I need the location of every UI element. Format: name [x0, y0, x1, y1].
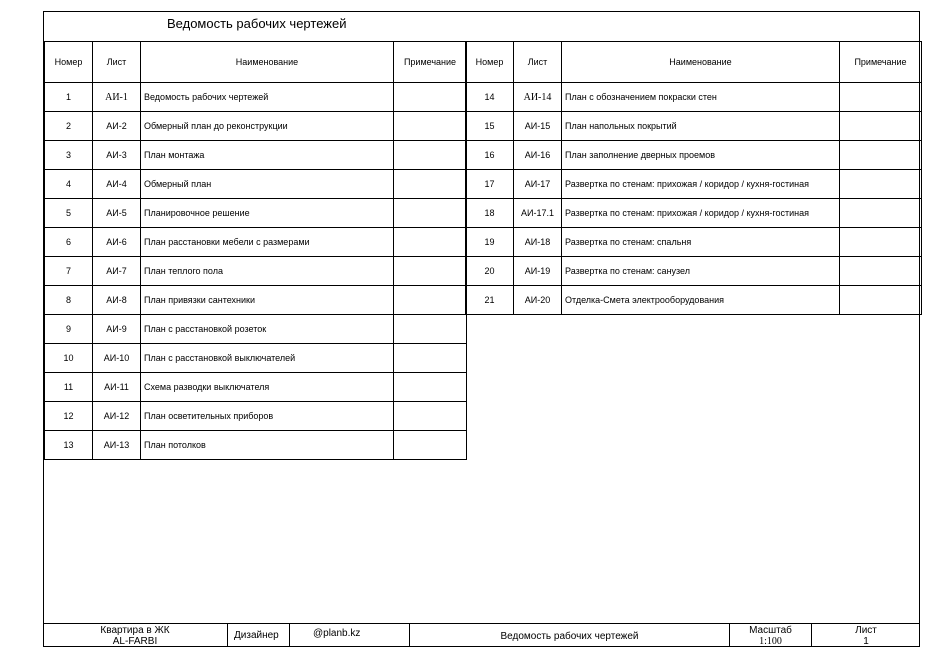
row-number: 9: [45, 315, 93, 344]
table-row: [45, 286, 467, 315]
stamp-sheet-label: Лист: [855, 625, 877, 636]
table-row: [466, 112, 922, 141]
title-block: [43, 623, 920, 647]
row-name: Развертка по стенам: прихожая / коридор / кухня-гостиная: [562, 170, 840, 199]
row-sheet-code: АИ-15: [514, 112, 562, 141]
table-row: [45, 141, 467, 170]
stamp-sheet-number-cell: [812, 624, 920, 647]
row-sheet-code: АИ-18: [514, 228, 562, 257]
table-row: [466, 257, 922, 286]
row-number: 15: [466, 112, 514, 141]
row-name: План теплого пола: [141, 257, 394, 286]
row-note: [394, 257, 467, 286]
stamp-scale-label: Масштаб: [749, 625, 792, 636]
stamp-designer-value: @planb.kz: [313, 628, 361, 639]
row-sheet-code: АИ-3: [93, 141, 141, 170]
row-note: [840, 83, 922, 112]
row-name: План осветительных приборов: [141, 402, 394, 431]
row-number: 3: [45, 141, 93, 170]
row-sheet-code: АИ-17: [514, 170, 562, 199]
row-name: План привязки сантехники: [141, 286, 394, 315]
row-name: Ведомость рабочих чертежей: [141, 83, 394, 112]
row-sheet-code: АИ-12: [93, 402, 141, 431]
row-number: 2: [45, 112, 93, 141]
stamp-sheet-title: Ведомость рабочих чертежей: [500, 631, 639, 642]
row-number: 5: [45, 199, 93, 228]
page-title: Ведомость рабочих чертежей: [167, 16, 347, 31]
row-number: 16: [466, 141, 514, 170]
table-row: [466, 228, 922, 257]
table-row: [466, 286, 922, 315]
col-header-number: Номер: [45, 42, 93, 83]
table-row: [45, 83, 467, 112]
row-sheet-code: АИ-20: [514, 286, 562, 315]
row-note: [394, 199, 467, 228]
row-name: Обмерный план до реконструкции: [141, 112, 394, 141]
col-header-sheet: Лист: [514, 42, 562, 83]
row-number: 7: [45, 257, 93, 286]
row-number: 19: [466, 228, 514, 257]
row-sheet-code: АИ-5: [93, 199, 141, 228]
row-name: План заполнение дверных проемов: [562, 141, 840, 170]
row-number: 21: [466, 286, 514, 315]
row-sheet-code: АИ-6: [93, 228, 141, 257]
row-sheet-code: АИ-11: [93, 373, 141, 402]
row-number: 8: [45, 286, 93, 315]
row-name: План монтажа: [141, 141, 394, 170]
row-sheet-code: АИ-1: [93, 83, 141, 112]
row-name: План потолков: [141, 431, 394, 460]
row-name: План с расстановкой розеток: [141, 315, 394, 344]
row-name: Обмерный план: [141, 170, 394, 199]
stamp-sheet-title-cell: [410, 624, 730, 647]
row-note: [394, 431, 467, 460]
row-note: [394, 402, 467, 431]
table-row: [45, 402, 467, 431]
col-header-name: Наименование: [562, 42, 840, 83]
row-sheet-code: АИ-17.1: [514, 199, 562, 228]
table-row: [45, 112, 467, 141]
row-note: [394, 286, 467, 315]
table-row: [45, 199, 467, 228]
row-note: [394, 315, 467, 344]
row-number: 4: [45, 170, 93, 199]
table-row: [45, 170, 467, 199]
row-number: 18: [466, 199, 514, 228]
row-note: [840, 228, 922, 257]
row-note: [394, 228, 467, 257]
drawings-table-left: [44, 41, 467, 460]
row-sheet-code: АИ-8: [93, 286, 141, 315]
row-sheet-code: АИ-2: [93, 112, 141, 141]
row-name: Развертка по стенам: санузел: [562, 257, 840, 286]
row-note: [394, 373, 467, 402]
table-row: [45, 257, 467, 286]
row-name: Развертка по стенам: прихожая / коридор / кухня-гостиная: [562, 199, 840, 228]
row-note: [394, 170, 467, 199]
table-row: [466, 83, 922, 112]
row-sheet-code: АИ-4: [93, 170, 141, 199]
table-header-row: [45, 42, 467, 83]
row-sheet-code: АИ-19: [514, 257, 562, 286]
row-name: Схема разводки выключателя: [141, 373, 394, 402]
row-number: 14: [466, 83, 514, 112]
table-row: [466, 141, 922, 170]
table-row: [45, 373, 467, 402]
row-number: 1: [45, 83, 93, 112]
stamp-sheet-value: 1: [863, 636, 869, 647]
row-name: План напольных покрытий: [562, 112, 840, 141]
row-note: [840, 286, 922, 315]
col-header-name: Наименование: [141, 42, 394, 83]
col-header-note: Примечание: [394, 42, 467, 83]
row-number: 6: [45, 228, 93, 257]
col-header-note: Примечание: [840, 42, 922, 83]
stamp-scale-cell: [730, 624, 812, 647]
row-note: [394, 141, 467, 170]
table-header-row: [466, 42, 922, 83]
row-sheet-code: АИ-10: [93, 344, 141, 373]
stamp-designer-value-cell: [290, 624, 410, 647]
row-name: Отделка-Смета электрооборудования: [562, 286, 840, 315]
row-number: 13: [45, 431, 93, 460]
col-header-number: Номер: [466, 42, 514, 83]
row-number: 10: [45, 344, 93, 373]
row-number: 17: [466, 170, 514, 199]
row-name: План расстановки мебели с размерами: [141, 228, 394, 257]
row-number: 11: [45, 373, 93, 402]
row-note: [394, 344, 467, 373]
row-number: 12: [45, 402, 93, 431]
row-name: Развертка по стенам: спальня: [562, 228, 840, 257]
table-row: [466, 170, 922, 199]
drawings-table-right: [465, 41, 922, 315]
stamp-designer-label-cell: [228, 624, 290, 647]
row-sheet-code: АИ-7: [93, 257, 141, 286]
row-number: 20: [466, 257, 514, 286]
row-sheet-code: АИ-9: [93, 315, 141, 344]
row-sheet-code: АИ-16: [514, 141, 562, 170]
row-note: [840, 257, 922, 286]
row-note: [840, 112, 922, 141]
row-name: План с расстановкой выключателей: [141, 344, 394, 373]
stamp-project-line1: Квартира в ЖК: [100, 625, 170, 636]
table-row: [45, 344, 467, 373]
row-sheet-code: АИ-14: [514, 83, 562, 112]
table-row: [45, 431, 467, 460]
table-row: [466, 199, 922, 228]
col-header-sheet: Лист: [93, 42, 141, 83]
stamp-designer-label: Дизайнер: [234, 630, 279, 641]
stamp-project-line2: AL-FARBI: [112, 636, 158, 647]
stamp-project: [43, 624, 228, 647]
row-note: [394, 112, 467, 141]
table-row: [45, 228, 467, 257]
row-note: [840, 170, 922, 199]
row-sheet-code: АИ-13: [93, 431, 141, 460]
row-note: [840, 141, 922, 170]
row-note: [840, 199, 922, 228]
row-note: [394, 83, 467, 112]
row-name: Планировочное решение: [141, 199, 394, 228]
table-row: [45, 315, 467, 344]
stamp-scale-value: 1:100: [759, 636, 782, 647]
row-name: План с обозначением покраски стен: [562, 83, 840, 112]
